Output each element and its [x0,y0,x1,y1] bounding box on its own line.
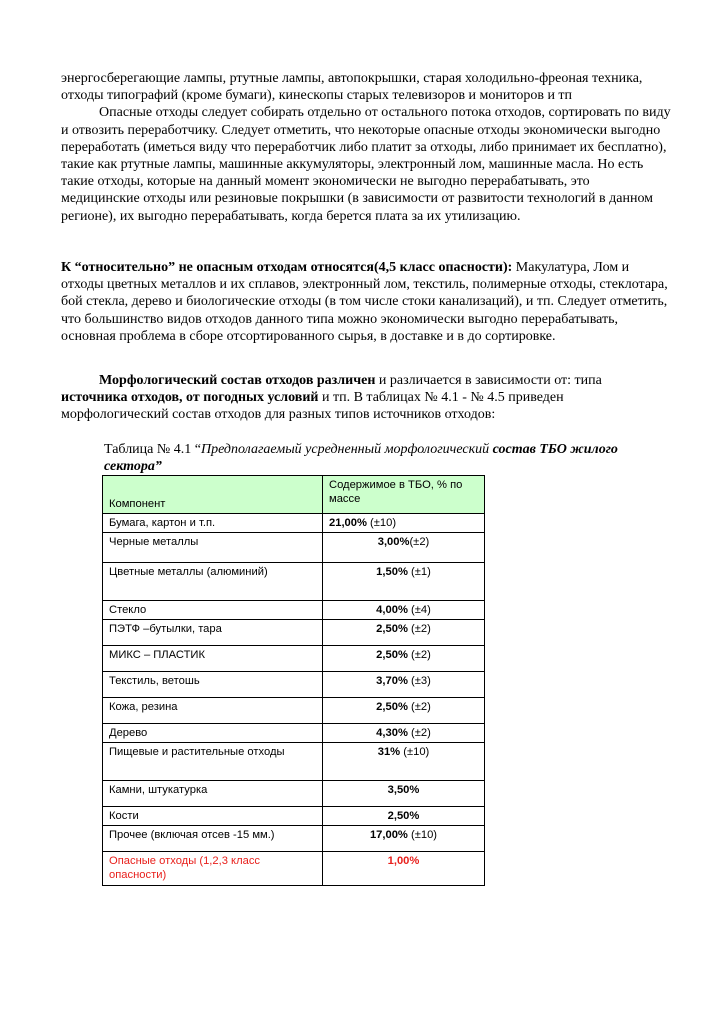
table-row [103,672,485,698]
row-value: 3,00%(±2) [323,533,485,563]
row-component: Пищевые и растительные отходы [103,743,323,781]
row-component: Стекло [103,601,323,620]
row-component: ПЭТФ –бутылки, тара [103,620,323,646]
table-row [103,514,485,533]
table-row [103,781,485,807]
table-row [103,698,485,724]
table-row [103,533,485,563]
row-value: 31% (±10) [323,743,485,781]
row-component: Дерево [103,724,323,743]
row-component: Цветные металлы (алюминий) [103,563,323,601]
row-component: Черные металлы [103,533,323,563]
table-row [103,620,485,646]
morphology-bold-2: источника отходов, от погодных условий [61,390,319,406]
row-component: Кожа, резина [103,698,323,724]
non-hazardous-heading: К “относительно” не опасным отходам относятся(4,5 класс опасности): [61,260,513,275]
row-component: Прочее (включая отсев -15 мм.) [103,826,323,852]
row-component: Кости [103,807,323,826]
paragraph-non-hazardous [61,259,671,345]
paragraph-hazardous-handling: Опасные отходы следует собирать отдельно от остального потока отходов, сортировать по виду и отвозить переработчику. Следует отметить, что некоторые опасные отходы экономически выгодно переработать (иметься виду что переработчик либо платит за отходы, либо принимает их бесплатно), такие как ртутные лампы, машинные аккумуляторы, электронный лом, машинные масла. Но есть такие отходы, которые на данный момент экономически не выгодно перерабатывать, это медицинские отходы или резиновые покрышки (в зависимости от развитости технологий в данном регионе), их выгодно перерабатывать, когда берется плата за их утилизацию. [61,105,671,224]
table-row [103,743,485,781]
non-hazardous-text: Макулатура, Лом и отходы цветных металлов и их сплавов, электронный лом, текстиль, полимерные отходы, стеклотара, бой стекла, дерево и биологические отходы (в том числе стоки канализаций), и тп. Следует отметить, что большинство видов отходов данного типа можно экономически выгодно перерабатывать, основная проблема в сборе отсортированного сырья, в доставке и в до сортировке. [61,260,668,344]
caption-italic: Предполагаемый усредненный морфологический [200,442,493,457]
row-value: 3,70% (±3) [323,672,485,698]
row-value: 3,50% [323,781,485,807]
row-value: 2,50% (±2) [323,620,485,646]
table-row [103,724,485,743]
row-value: 2,50% (±2) [323,698,485,724]
body-text [61,70,671,225]
row-value: 2,50% (±2) [323,646,485,672]
table-header-row [103,476,485,514]
table-caption [104,441,664,475]
table-row [103,826,485,852]
table-row [103,601,485,620]
morphology-bold-1: Морфологический состав отходов различен [99,373,376,388]
row-component: Камни, штукатурка [103,781,323,807]
caption-bold-italic: состав ТБО жилого сектора” [104,442,618,475]
morphology-text-2: и тп. В таблицах № 4.1 - № 4.5 приведен морфологический состав отходов для разных типов источников отходов: [61,390,564,423]
row-component: Опасные отходы (1,2,3 класс опасности) [103,852,323,886]
row-value: 4,00% (±4) [323,601,485,620]
table-row [103,646,485,672]
table-row [103,807,485,826]
caption-prefix: Таблица № 4.1 “ [104,442,201,457]
row-value: 2,50% [323,807,485,826]
row-value: 4,30% (±2) [323,724,485,743]
header-content: Содержимое в ТБО, % по массе [323,476,485,514]
row-value: 1,50% (±1) [323,563,485,601]
row-component: МИКС – ПЛАСТИК [103,646,323,672]
waste-composition-table [102,475,485,886]
table-row-hazardous [103,852,485,886]
paragraph-morphology [61,372,671,424]
header-component: Компонент [103,476,323,514]
row-value: 17,00% (±10) [323,826,485,852]
row-component: Бумага, картон и т.п. [103,514,323,533]
morphology-text-1: и различается в зависимости от: типа [375,373,602,388]
paragraph-hazardous-list: энергосберегающие лампы, ртутные лампы, автопокрышки, старая холодильно-фреоная техника, отходы типографий (кроме бумаги), кинескопы старых телевизоров и мониторов и тп [61,71,643,104]
table-row [103,563,485,601]
row-value: 1,00% [323,852,485,886]
row-value: 21,00% (±10) [323,514,485,533]
row-component: Текстиль, ветошь [103,672,323,698]
